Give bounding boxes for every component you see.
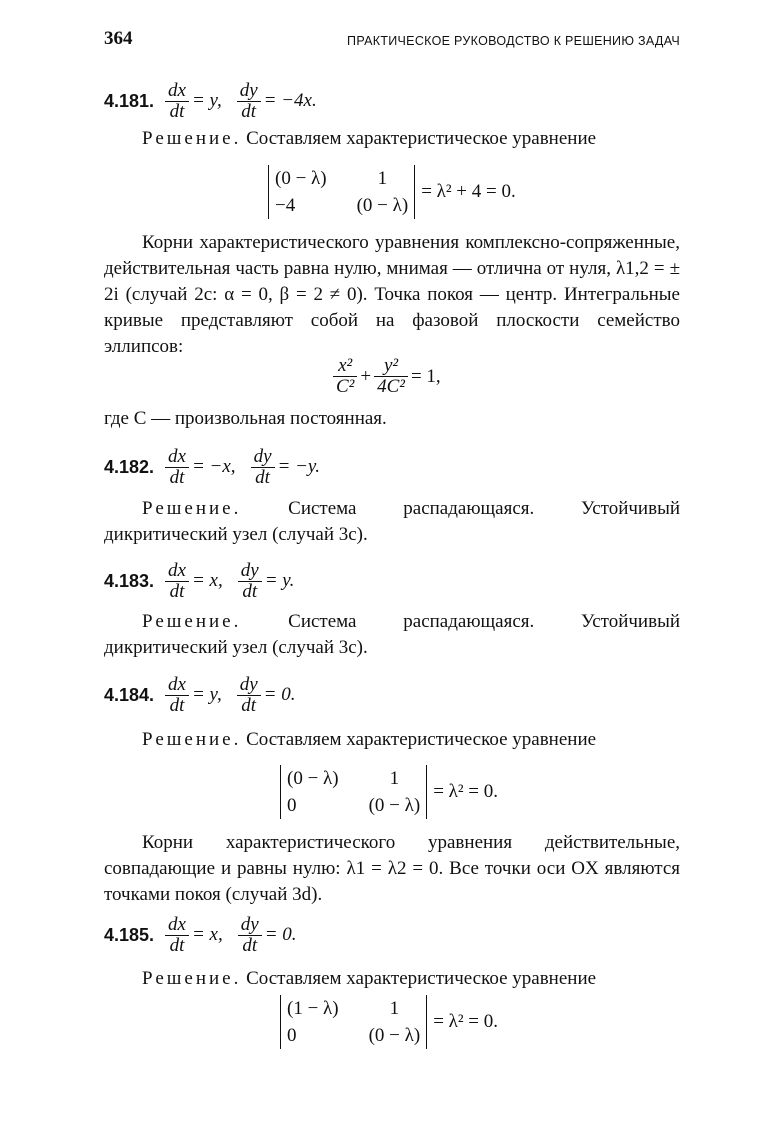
solution-label: Решение. (142, 611, 242, 632)
page-number: 364 (104, 28, 133, 49)
problem-4-183: 4.183. $\frac{dx}{dt}$ = x, $\frac{dy}{dt}$ = y. (104, 559, 295, 602)
solution-label: Решение. (142, 729, 242, 750)
ellipse-equation: $\frac{\text{x²}}{\text{C²}}$ + $\frac{\text{y²}}{\text{4C²}}$ = 1, (330, 356, 441, 397)
solution-4-185-intro (104, 966, 680, 992)
solution-label: Решение. (142, 498, 242, 519)
determinant-result: = λ² = 0. (433, 781, 499, 802)
solution-text: Система распадающаяся. Устойчивый дикритический узел (случай 3с). (104, 498, 680, 545)
solution-label: Решение. (142, 128, 242, 149)
solution-text: Составляем характеристическое уравнение (246, 968, 597, 989)
equation-rhs: = −4x. (263, 90, 317, 111)
problem-4-185: 4.185. $\frac{dx}{dt}$ = x, $\frac{dy}{dt}$ = 0. (104, 913, 297, 956)
solution-4-184-roots (104, 830, 680, 908)
solution-text: Составляем характеристическое уравнение (246, 128, 597, 149)
page-header (104, 26, 680, 50)
solution-4-184-intro (104, 727, 680, 753)
solution-4-182 (104, 496, 680, 548)
solution-4-181-const: где C — произвольная постоянная. (104, 408, 387, 429)
problem-4-182: 4.182. $\frac{dx}{dt}$ = −x, $\frac{dy}{dt}$ = −y. (104, 445, 321, 488)
problem-number: 4.184. (104, 685, 155, 705)
fraction-dy-dt: $\frac{dy}{dt}$ (237, 81, 261, 122)
problem-number: 4.181. (104, 91, 155, 111)
solution-label: Решение. (142, 968, 242, 989)
determinant-4-184: (0 − λ) 1 0 (0 − λ) = λ² = 0. (280, 765, 498, 819)
solution-4-183 (104, 609, 680, 661)
solution-4-181-roots (104, 230, 680, 360)
determinant-result: = λ² + 4 = 0. (421, 181, 516, 202)
solution-text: Составляем характеристическое уравнение (246, 729, 597, 750)
determinant-result: = λ² = 0. (433, 1011, 499, 1032)
determinant-4-185: (1 − λ) 1 0 (0 − λ) = λ² = 0. (280, 995, 498, 1049)
problem-number: 4.182. (104, 457, 155, 477)
solution-text: Корни характеристического уравнения действительные, совпадающие и равны нулю: λ1 = λ2 = 0. Все точки оси OX являются точками покоя (случай 3d). (104, 832, 680, 905)
determinant-4-181: (0 − λ) 1 −4 (0 − λ) = λ² + 4 = 0. (268, 165, 516, 219)
solution-text: Корни характеристического уравнения комплексно-сопряженные, действительная часть равна нулю, мнимая — отлична от нуля, λ1,2 = ± 2i (случай 2с: α = 0, β = 2 ≠ 0). Точка покоя — центр. Интегральные кривые представляют собой на фазовой плоскости семейство эллипсов: (104, 232, 680, 357)
solution-4-181-intro (104, 126, 680, 152)
problem-4-184: 4.184. $\frac{dx}{dt}$ = y, $\frac{dy}{dt}$ = 0. (104, 673, 296, 716)
problem-number: 4.183. (104, 571, 155, 591)
problem-number: 4.185. (104, 925, 155, 945)
solution-text: Система распадающаяся. Устойчивый дикритический узел (случай 3с). (104, 611, 680, 658)
problem-4-181 (104, 76, 680, 126)
running-title: ПРАКТИЧЕСКОЕ РУКОВОДСТВО К РЕШЕНИЮ ЗАДАЧ (347, 34, 680, 48)
equation-rhs: = y, (191, 90, 222, 111)
fraction-dx-dt: $\frac{dx}{dt}$ (165, 81, 189, 122)
